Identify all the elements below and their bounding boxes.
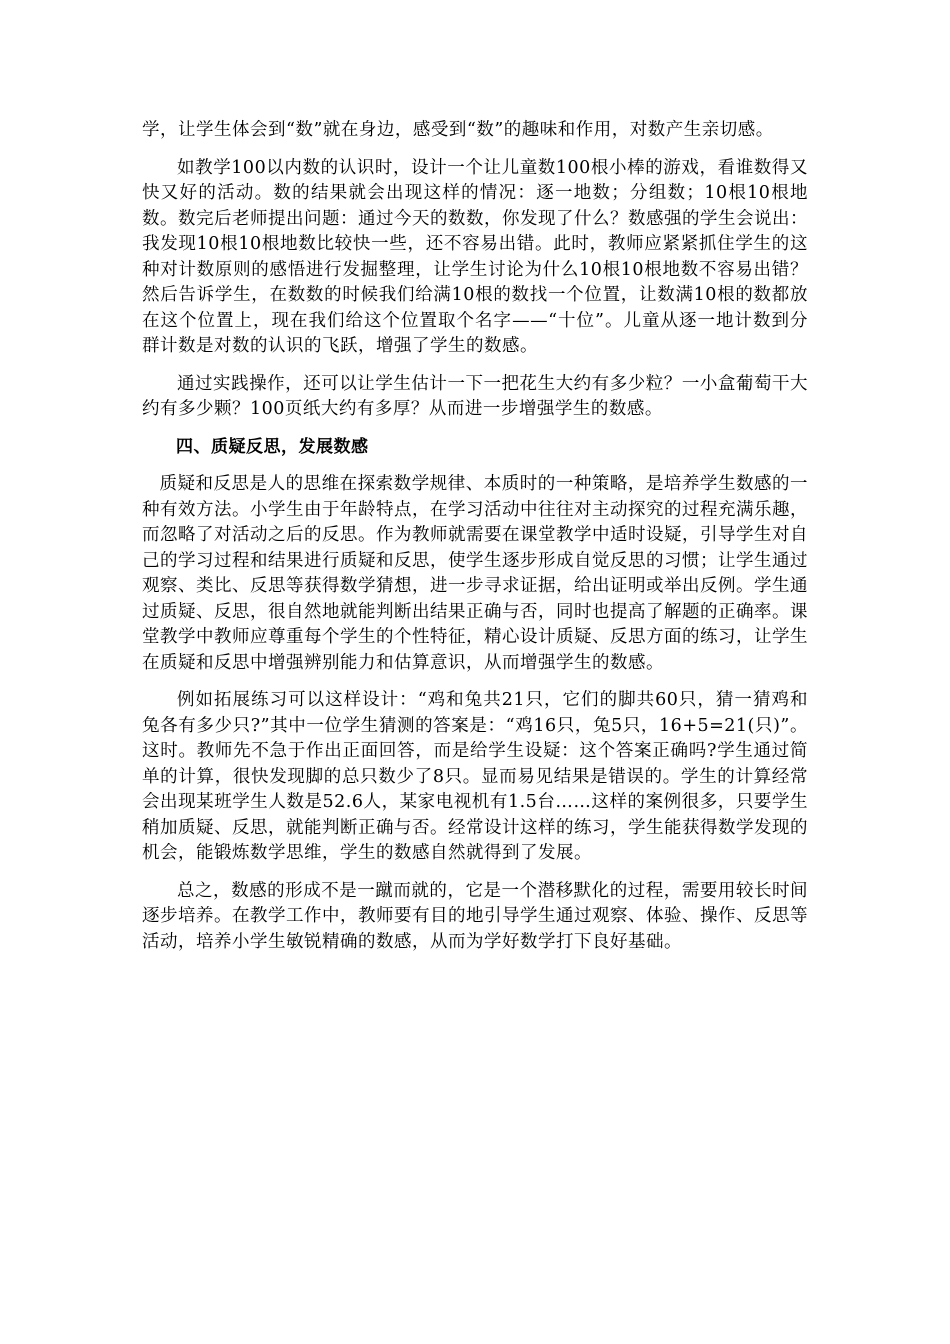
- paragraph-questioning-reflection: 质疑和反思是人的思维在探索数学规律、本质时的一种策略，是培养学生数感的一种有效方法。小学生由于年龄特点，在学习活动中往往对主动探究的过程充满乐趣，而忽略了对活动之后的反思。作为教师就需要在课堂教学中适时设疑，引导学生对自己的学习过程和结果进行质疑和反思，使学生逐步形成自觉反思的习惯；让学生通过观察、类比、反思等获得数学猜想，进一步寻求证据，给出证明或举出反例。学生通过质疑、反思，很自然地就能判断出结果正确与否，同时也提高了解题的正确率。课堂教学中教师应尊重每个学生的个性特征，精心设计质疑、反思方面的练习，让学生在质疑和反思中增强辨别能力和估算意识，从而增强学生的数感。: [142, 474, 808, 673]
- document-page: [142, 118, 808, 967]
- paragraph-chicken-rabbit-example: 例如拓展练习可以这样设计：“鸡和兔共21只，它们的脚共60只，猜一猜鸡和兔各有多少只?”其中一位学生猜测的答案是：“鸡16只，兔5只，16+5=21(只)”。这时。教师先不急于作出正面回答，而是给学生设疑：这个答案正确吗?学生通过简单的计算，很快发现脚的总只数少了8只。显而易见结果是错误的。学生的计算经常会出现某班学生人数是52.6人，某家电视机有1.5台……这样的案例很多，只要学生稍加质疑、反思，就能判断正确与否。经常设计这样的练习，学生能获得数学发现的机会，能锻炼数学思维，学生的数感自然就得到了发展。: [142, 690, 808, 863]
- paragraph-conclusion: 总之，数感的形成不是一蹴而就的，它是一个潜移默化的过程，需要用较长时间逐步培养。在教学工作中，教师要有目的地引导学生通过观察、体验、操作、反思等活动，培养小学生敏锐精确的数感，从而为学好数学打下良好基础。: [142, 880, 808, 952]
- paragraph-practical-estimation: 通过实践操作，还可以让学生估计一下一把花生大约有多少粒？一小盒葡萄干大约有多少颗？100页纸大约有多厚？从而进一步增强学生的数感。: [142, 373, 808, 419]
- paragraph-counting-sticks-example: 如教学100以内数的认识时，设计一个让儿童数100根小棒的游戏，看谁数得又快又好的活动。数的结果就会出现这样的情况：逐一地数；分组数；10根10根地数。数完后老师提出问题：通过今天的数数，你发现了什么？数感强的学生会说出：我发现10根10根地数比较快一些，还不容易出错。此时，教师应紧紧抓住学生的这种对计数原则的感悟进行发掘整理，让学生讨论为什么10根10根地数不容易出错？然后告诉学生，在数数的时候我们给满10根的数找一个位置，让数满10根的数都放在这个位置上，现在我们给这个位置取个名字——“十位”。儿童从逐一地计数到分群计数是对数的认识的飞跃，增强了学生的数感。: [142, 157, 808, 356]
- paragraph-continuation: 学，让学生体会到“数”就在身边，感受到“数”的趣味和作用，对数产生亲切感。: [142, 120, 774, 140]
- section-heading-four: 四、质疑反思，发展数感: [176, 436, 369, 457]
